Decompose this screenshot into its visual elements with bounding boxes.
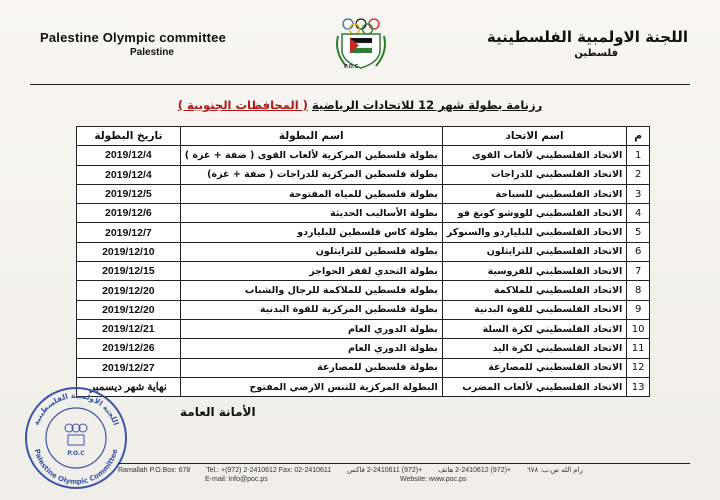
table-header-row [77,127,650,146]
federation-cell: الاتحاد الفلسطيني للملاكمة [442,281,627,300]
row-number: 10 [627,319,650,338]
championship-cell: بطولة فلسطين للمصارعة [180,358,442,377]
championship-table [76,126,650,397]
federation-cell: الاتحاد الفلسطيني للسباحة [442,184,627,203]
footer-ar-tel: +(972) 2-2410612 هاتف [438,467,511,474]
date-cell: 2019/12/20 [77,281,181,300]
table-row [77,242,650,261]
table-row [77,262,650,281]
championship-cell: بطولة فلسطين للملاكمة للرجال والشباب [180,281,442,300]
table-row [77,184,650,203]
table-row [77,377,650,396]
federation-cell: الاتحاد الفلسطيني للووشو كونغ فو [442,204,627,223]
championship-cell: بطولة الدوري العام [180,339,442,358]
header-ar-title: اللجنة الاولمبية الفلسطينية [486,28,688,46]
federation-cell: الاتحاد الفلسطيني لكرة اليد [442,339,627,358]
header-divider [30,84,690,85]
table-row [77,319,650,338]
header-ar-subtitle: فلسطين [574,48,618,59]
championship-cell: بطولة فلسطين المركزية للدراجات ( ضفة + غزة) [180,165,442,184]
header-en-subtitle: Palestine [130,47,174,58]
row-number: 12 [627,358,650,377]
footer-pobox: Ramallah P.O.Box: 678 [118,467,191,474]
date-cell: نهاية شهر ديسمبر [77,377,181,396]
championship-cell: بطولة فلسطين المركزية لألعاب القوى ( ضفة + غزة ) [180,146,442,165]
date-cell: 2019/12/26 [77,339,181,358]
championship-cell: بطولة التحدي لقفز الحواجز [180,262,442,281]
secretariat-stamp-icon [20,382,132,494]
date-cell: 2019/12/5 [77,184,181,203]
table-row [77,339,650,358]
federation-cell: الاتحاد الفلسطيني لألعاب المضرب [442,377,627,396]
header-en-title: Palestine Olympic committee [40,30,227,45]
table-row [77,146,650,165]
footer-email: E-mail: info@poc.ps [205,476,268,483]
championship-cell: بطولة فلسطين المركزية للقوة البدنية [180,300,442,319]
date-cell: 2019/12/27 [77,358,181,377]
table-row [77,281,650,300]
col-federation-header: اسم الاتحاد [442,127,627,146]
stamp-center-text: P.O.C [67,450,85,457]
stamp-top-text: اللجنة الاولمبية الفلسطينية [31,390,121,427]
date-cell: 2019/12/15 [77,262,181,281]
stamp-bottom-text: Palestine Olympic Committee [32,448,120,487]
document-title [0,98,720,112]
row-number: 5 [627,223,650,242]
federation-cell: الاتحاد الفلسطيني للمصارعة [442,358,627,377]
header-arabic [428,28,688,59]
col-num-header: م [627,127,650,146]
footer-website: Website: www.poc.ps [400,476,467,483]
row-number: 1 [627,146,650,165]
championship-cell: بطولة الدوري العام [180,319,442,338]
title-region: ( المحافظات الجنوبية ) [177,98,308,112]
championship-cell: بطولة فلسطين للترايثلون [180,242,442,261]
poc-logo-icon [330,14,392,76]
date-cell: 2019/12/10 [77,242,181,261]
footer-ar-box: رام الله ص.ب: ٦٧٨ [526,467,583,474]
row-number: 11 [627,339,650,358]
table-row [77,223,650,242]
logo-caption: P.O.C [344,64,359,70]
row-number: 3 [627,184,650,203]
footer-tel: Tel.: +(972) 2-2410612 Fax: 02-2410611 [206,467,332,474]
date-cell: 2019/12/21 [77,319,181,338]
title-main: رزنامة بطولة شهر 12 للاتحادات الرياضية [311,98,543,112]
secretariat-signature: الأمانة العامة [180,405,256,419]
svg-text:اللجنة الاولمبية الفلسطينية [31,391,120,427]
table-row [77,204,650,223]
date-cell: 2019/12/4 [77,146,181,165]
col-championship-header: اسم البطولة [180,127,442,146]
federation-cell: الاتحاد الفلسطيني للترايثلون [442,242,627,261]
row-number: 2 [627,165,650,184]
footer-divider [118,463,690,464]
championship-cell: بطولة فلسطين للمياه المفتوحة [180,184,442,203]
championship-cell: البطولة المركزية للتنس الارضي المفتوح [180,377,442,396]
federation-cell: الاتحاد الفلسطيني للفروسية [442,262,627,281]
row-number: 6 [627,242,650,261]
footer-ar-fax: +(972) 2-2410611 فاكس [347,467,423,474]
championship-cell: بطولة كاس فلسطين للبلياردو [180,223,442,242]
row-number: 4 [627,204,650,223]
federation-cell: الاتحاد الفلسطيني للبلياردو والسنوكر [442,223,627,242]
table-row [77,300,650,319]
row-number: 7 [627,262,650,281]
date-cell: 2019/12/7 [77,223,181,242]
row-number: 13 [627,377,650,396]
col-date-header: تاريخ البطولة [77,127,181,146]
federation-cell: الاتحاد الفلسطيني للدراجات [442,165,627,184]
row-number: 8 [627,281,650,300]
table-row [77,358,650,377]
championship-cell: بطولة الأساليب الحديثة [180,204,442,223]
federation-cell: الاتحاد الفلسطيني للقوة البدنية [442,300,627,319]
header-english [40,30,300,58]
table-row [77,165,650,184]
federation-cell: الاتحاد الفلسطيني لألعاب القوى [442,146,627,165]
date-cell: 2019/12/6 [77,204,181,223]
date-cell: 2019/12/4 [77,165,181,184]
row-number: 9 [627,300,650,319]
federation-cell: الاتحاد الفلسطيني لكرة السلة [442,319,627,338]
date-cell: 2019/12/20 [77,300,181,319]
